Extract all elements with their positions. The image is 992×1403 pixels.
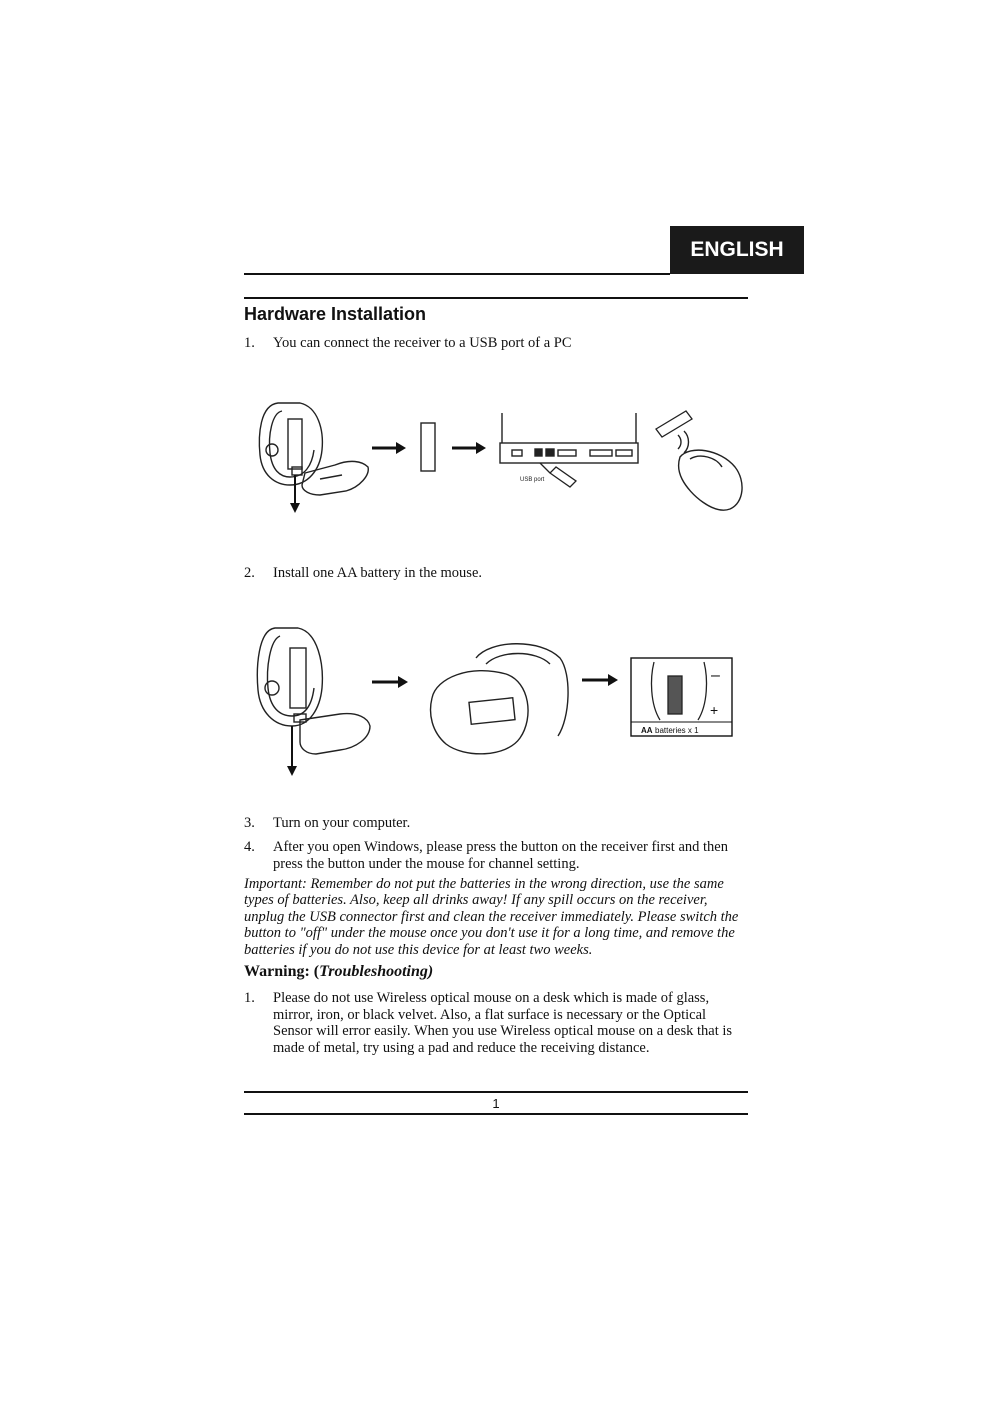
step-3: 3. Turn on your computer.: [244, 815, 411, 831]
wireless-signal-icon: [678, 431, 689, 453]
right-arrow-4: [582, 674, 618, 686]
page-number: 1: [492, 1096, 500, 1111]
step-4: 4. After you open Windows, please press the button on the receiver first and then press the button under the mouse for channel setting.: [244, 839, 728, 872]
section-rule: [244, 297, 748, 299]
warning-heading: Warning: (Troubleshooting): [244, 963, 434, 980]
right-arrow-3: [372, 676, 408, 688]
down-arrow-head-2: [287, 766, 297, 776]
battery-type-label: AA: [641, 726, 653, 735]
footer-rule-top: [244, 1091, 748, 1093]
usb-receiver-illustration: [421, 423, 435, 471]
usb-port-label: USB port: [520, 477, 545, 483]
mouse-bottom-illustration: [259, 403, 322, 485]
language-tab: ENGLISH: [670, 226, 804, 274]
header-rule: [244, 273, 670, 275]
battery-minus-label: –: [711, 667, 720, 684]
receiver-plug-illustration: [540, 463, 576, 487]
right-arrow-2: [452, 442, 486, 454]
step-2: 2. Install one AA battery in the mouse.: [244, 565, 483, 581]
laptop-rear-illustration: [500, 413, 638, 463]
hand-illustration-2: [300, 714, 370, 754]
battery-count-label: batteries x 1: [655, 726, 699, 735]
section-title: Hardware Installation: [244, 304, 427, 324]
figure-receiver-connection: [250, 395, 750, 520]
down-arrow-head: [290, 503, 300, 513]
step-1: 1. You can connect the receiver to a USB port of a PC: [244, 335, 572, 351]
mouse-top-illustration: [679, 450, 742, 510]
footer-rule-bottom: [244, 1113, 748, 1115]
battery-plus-label: +: [710, 702, 719, 718]
right-arrow-1: [372, 442, 406, 454]
hand-illustration: [302, 461, 368, 495]
important-note: Important: Remember do not put the batteries in the wrong direction, use the same types of batteries. Also, keep all drinks away! If any spill occurs on the receiver, unplug the USB connector first and clean the receiver immediately. Please switch the button to "off" under the mouse once you don't use it for a long time, and remove the batteries if you do not use this device for at least two weeks.: [244, 876, 739, 958]
figure-battery-install: [250, 618, 750, 783]
warning-item-1: 1. Please do not use Wireless optical mouse on a desk which is made of glass, mirror, iron, or black velvet. Also, a flat surface is necessary or the Optical Sensor will error easily. When you use Wireless optical mouse on a desk that is made of metal, try using a pad and reduce the receiving distance.: [244, 990, 733, 1056]
mouse-bottom-illustration-2: [257, 628, 322, 726]
mouse-open-illustration: [431, 644, 569, 754]
